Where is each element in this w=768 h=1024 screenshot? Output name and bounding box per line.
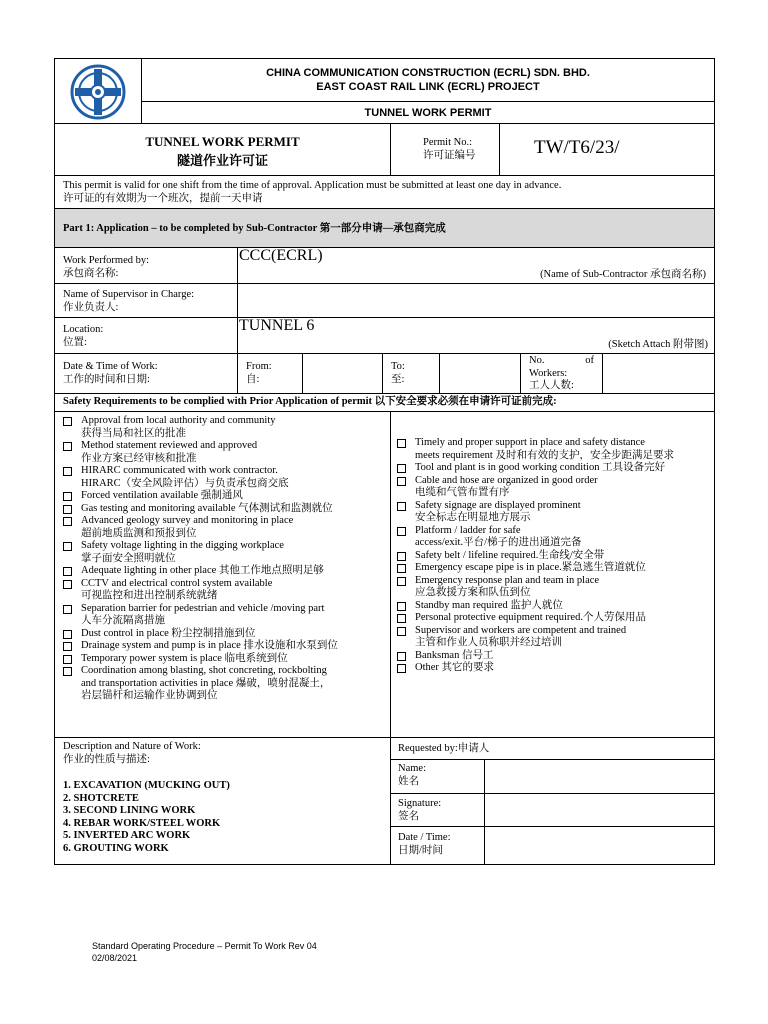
work-item: 1. EXCAVATION (MUCKING OUT) bbox=[63, 780, 230, 791]
description-cell bbox=[54, 737, 391, 865]
safety-requirement-item[interactable] bbox=[59, 653, 338, 666]
safety-requirement-item[interactable] bbox=[393, 625, 674, 650]
checkbox-icon[interactable] bbox=[63, 417, 72, 426]
to-label-cell bbox=[382, 353, 440, 394]
description-label-en: Description and Nature of Work: bbox=[63, 741, 201, 752]
safety-right-cell bbox=[390, 411, 715, 738]
safety-right-list bbox=[393, 437, 674, 675]
to-label-cn: 至: bbox=[391, 374, 405, 385]
safety-requirement-item[interactable] bbox=[393, 462, 674, 475]
safety-requirement-text: Banksman 信号工 bbox=[415, 649, 494, 661]
date-value-cell[interactable] bbox=[484, 826, 715, 865]
safety-requirement-item[interactable] bbox=[393, 612, 674, 625]
checkbox-icon[interactable] bbox=[397, 614, 406, 623]
safety-requirement-item[interactable] bbox=[393, 475, 674, 500]
footer-date: 02/08/2021 bbox=[92, 953, 138, 963]
permit-title-en: TUNNEL WORK PERMIT bbox=[145, 134, 300, 149]
checkbox-icon[interactable] bbox=[397, 627, 406, 636]
work-by-label-cn: 承包商名称: bbox=[63, 268, 119, 279]
safety-requirement-text: Other 其它的要求 bbox=[415, 662, 495, 673]
checkbox-icon[interactable] bbox=[397, 652, 406, 661]
location-label-cell bbox=[54, 317, 238, 354]
company-logo-icon bbox=[68, 63, 128, 121]
safety-requirement-text: HIRARC（安全风险评估）与负责承包商交底 bbox=[81, 477, 289, 489]
checkbox-icon[interactable] bbox=[397, 527, 406, 536]
safety-requirement-text: 掌子面安全照明就位 bbox=[81, 552, 176, 564]
safety-requirement-item[interactable] bbox=[59, 603, 338, 628]
checkbox-icon[interactable] bbox=[63, 567, 72, 576]
permit-no-label-en: Permit No.: bbox=[423, 137, 472, 148]
checkbox-icon[interactable] bbox=[63, 642, 72, 651]
date-label-cn: 日期/时间 bbox=[398, 845, 443, 856]
description-label-cn: 作业的性质与描述: bbox=[63, 754, 150, 765]
safety-requirement-item[interactable] bbox=[59, 515, 338, 540]
work-item-list bbox=[63, 780, 230, 855]
safety-requirement-text: access/exit.平台/梯子的进出通道完备 bbox=[415, 537, 582, 548]
work-item: 6. GROUTING WORK bbox=[63, 842, 169, 854]
validity-en: This permit is valid for one shift from the time of approval. Application must be submitted at least one day in advance. bbox=[63, 180, 562, 191]
safety-requirement-text: Dust control in place 粉尘控制措施到位 bbox=[81, 627, 256, 639]
work-by-value-cell[interactable] bbox=[237, 247, 715, 284]
safety-left-list bbox=[59, 415, 338, 703]
safety-requirement-text: 安全标志在明显地方展示 bbox=[415, 512, 531, 523]
work-item: 3. SECOND LINING WORK bbox=[63, 805, 196, 816]
location-note: (Sketch Attach 附带图) bbox=[608, 339, 708, 350]
safety-requirement-text: 岩层锚杆和运输作业协调到位 bbox=[81, 690, 218, 701]
header-logo-cell bbox=[54, 58, 142, 124]
permit-no-label-cn: 许可证编号 bbox=[423, 150, 476, 161]
safety-requirement-item[interactable] bbox=[59, 540, 338, 565]
work-by-value: CCC(ECRL) bbox=[239, 247, 323, 264]
safety-requirement-text: Personal protective equipment required.个人劳保用品 bbox=[415, 612, 646, 623]
safety-requirement-text: 可视监控和进出控制系统就绪 bbox=[81, 590, 218, 601]
signature-label-cell bbox=[390, 793, 485, 827]
project-name: EAST COAST RAIL LINK (ECRL) PROJECT bbox=[316, 81, 540, 93]
safety-requirement-text: Temporary power system is place 临电系统到位 bbox=[81, 652, 288, 664]
safety-requirement-text: 人车分流隔离措施 bbox=[81, 615, 165, 626]
safety-requirement-text: Approval from local authority and community bbox=[81, 415, 276, 426]
validity-cell bbox=[54, 175, 715, 209]
supervisor-value-cell[interactable] bbox=[237, 283, 715, 318]
workers-label-no: No. bbox=[529, 355, 545, 366]
safety-requirement-text: HIRARC communicated with work contractor. bbox=[81, 465, 278, 476]
to-value-cell[interactable] bbox=[439, 353, 521, 394]
workers-label-cn: 工人人数: bbox=[529, 380, 574, 391]
safety-requirement-text: Safety belt / lifeline required.生命线/安全带 bbox=[415, 549, 605, 561]
workers-label-en: Workers: bbox=[529, 368, 568, 379]
checkbox-icon[interactable] bbox=[63, 667, 72, 676]
safety-requirement-item[interactable] bbox=[393, 550, 674, 563]
checkbox-icon[interactable] bbox=[63, 505, 72, 514]
company-name: CHINA COMMUNICATION CONSTRUCTION (ECRL) SDN. BHD. bbox=[266, 67, 590, 79]
checkbox-icon[interactable] bbox=[397, 439, 406, 448]
signature-label-en: Signature: bbox=[398, 798, 442, 809]
checkbox-icon[interactable] bbox=[397, 502, 406, 511]
checkbox-icon[interactable] bbox=[63, 630, 72, 639]
supervisor-label-en: Name of Supervisor in Charge: bbox=[63, 289, 195, 300]
safety-requirement-text: Separation barrier for pedestrian and vehicle /moving part bbox=[81, 602, 325, 614]
safety-requirement-text: 超前地质监测和预报到位 bbox=[81, 527, 197, 539]
safety-requirement-item[interactable] bbox=[393, 500, 674, 525]
safety-requirement-item[interactable] bbox=[393, 525, 674, 550]
supervisor-label-cell bbox=[54, 283, 238, 318]
safety-requirement-item[interactable] bbox=[59, 578, 338, 603]
checkbox-icon[interactable] bbox=[63, 605, 72, 614]
date-label-cell bbox=[390, 826, 485, 865]
safety-requirement-item[interactable] bbox=[59, 665, 338, 703]
datetime-label-cell bbox=[54, 353, 238, 394]
safety-requirement-item[interactable] bbox=[393, 562, 674, 575]
work-by-label-en: Work Performed by: bbox=[63, 255, 150, 266]
safety-requirement-item[interactable] bbox=[59, 628, 338, 641]
checkbox-icon[interactable] bbox=[397, 602, 406, 611]
safety-requirement-text: Gas testing and monitoring available 气体测试和监测就位 bbox=[81, 502, 333, 514]
safety-requirement-item[interactable] bbox=[59, 503, 338, 516]
checkbox-icon[interactable] bbox=[63, 467, 72, 476]
from-value-cell[interactable] bbox=[302, 353, 383, 394]
checkbox-icon[interactable] bbox=[63, 580, 72, 589]
permit-no-label-cell bbox=[390, 123, 500, 176]
permit-title-cn: 隧道作业许可证 bbox=[176, 153, 268, 168]
checkbox-icon[interactable] bbox=[63, 442, 72, 451]
checkbox-icon[interactable] bbox=[397, 477, 406, 486]
safety-requirement-text: 应急救援方案和队伍到位 bbox=[415, 587, 531, 598]
safety-requirement-item[interactable] bbox=[393, 662, 674, 675]
safety-requirement-item[interactable] bbox=[59, 415, 338, 440]
part1-title: Part 1: Application – to be completed by Sub-Contractor 第一部分申请—承包商完成 bbox=[63, 223, 446, 234]
safety-requirement-text: meets requirement 及时和有效的支护，安全步距满足要求 bbox=[415, 449, 674, 461]
from-label-en: From: bbox=[246, 361, 272, 372]
header-form-cell bbox=[141, 101, 715, 124]
workers-label-of: of bbox=[585, 355, 594, 366]
form-name: TUNNEL WORK PERMIT bbox=[364, 107, 492, 119]
safety-requirement-text: 作业方案已经审核和批准 bbox=[81, 452, 197, 464]
permit-no-value: TW/T6/23/ bbox=[534, 137, 620, 158]
safety-requirement-item[interactable] bbox=[393, 575, 674, 600]
safety-left-cell bbox=[54, 411, 391, 738]
safety-requirement-item[interactable] bbox=[59, 565, 338, 578]
safety-requirement-text: Safety voltage lighting in the digging workplace bbox=[81, 540, 284, 551]
safety-requirement-text: 获得当局和社区的批准 bbox=[81, 427, 186, 439]
datetime-label-cn: 工作的时间和日期: bbox=[63, 374, 150, 385]
work-item: 5. INVERTED ARC WORK bbox=[63, 830, 191, 841]
safety-requirement-item[interactable] bbox=[59, 440, 338, 465]
permit-title-cell bbox=[54, 123, 391, 176]
name-label-en: Name: bbox=[398, 763, 426, 774]
name-label-cn: 姓名 bbox=[398, 776, 419, 787]
safety-requirement-text: 电缆和气管布置有序 bbox=[415, 487, 510, 498]
checkbox-icon[interactable] bbox=[63, 542, 72, 551]
safety-requirement-item[interactable] bbox=[393, 650, 674, 663]
safety-requirement-text: Forced ventilation available 强制通风 bbox=[81, 490, 243, 501]
work-item: 2. SHOTCRETE bbox=[63, 792, 139, 804]
safety-heading: Safety Requirements to be complied with Prior Application of permit 以下安全要求必须在申请许可证前完成: bbox=[63, 396, 557, 407]
signature-label-cn: 签名 bbox=[398, 811, 419, 822]
permit-no-value-cell[interactable] bbox=[499, 123, 715, 176]
checkbox-icon[interactable] bbox=[397, 552, 406, 561]
location-value: TUNNEL 6 bbox=[239, 317, 315, 334]
safety-requirement-item[interactable] bbox=[59, 490, 338, 503]
safety-requirement-text: Cable and hose are organized in good order bbox=[415, 474, 598, 486]
workers-label-cell bbox=[520, 353, 603, 394]
checkbox-icon[interactable] bbox=[397, 577, 406, 586]
work-by-note: (Name of Sub-Contractor 承包商名称) bbox=[540, 269, 706, 280]
safety-requirement-text: Timely and proper support in place and safety distance bbox=[415, 437, 645, 448]
safety-requirement-text: Method statement reviewed and approved bbox=[81, 440, 258, 451]
from-label-cell bbox=[237, 353, 303, 394]
safety-heading-cell bbox=[54, 393, 715, 412]
work-by-label-cell bbox=[54, 247, 238, 284]
safety-requirement-text: Standby man required 监护人就位 bbox=[415, 599, 563, 611]
name-label-cell bbox=[390, 759, 485, 794]
location-label-cn: 位置: bbox=[63, 337, 87, 348]
safety-requirement-text: Platform / ladder for safe bbox=[415, 524, 521, 536]
part1-heading bbox=[54, 208, 715, 248]
safety-requirement-item[interactable] bbox=[59, 465, 338, 490]
requested-label-cell bbox=[390, 737, 715, 760]
footer-sop: Standard Operating Procedure – Permit To Work Rev 04 bbox=[92, 941, 317, 951]
header-company-cell bbox=[141, 58, 715, 102]
supervisor-label-cn: 作业负责人: bbox=[63, 302, 119, 313]
safety-requirement-text: Coordination among blasting, shot concreting, rockbolting bbox=[81, 665, 327, 676]
safety-requirement-text: Drainage system and pump is in place 排水设施和水泵到位 bbox=[81, 640, 338, 651]
checkbox-icon[interactable] bbox=[63, 655, 72, 664]
safety-requirement-text: Supervisor and workers are competent and trained bbox=[415, 624, 627, 636]
location-value-cell[interactable] bbox=[237, 317, 715, 354]
safety-requirement-text: Advanced geology survey and monitoring in place bbox=[81, 515, 294, 526]
checkbox-icon[interactable] bbox=[397, 564, 406, 573]
location-label-en: Location: bbox=[63, 324, 104, 335]
checkbox-icon[interactable] bbox=[63, 492, 72, 501]
safety-requirement-item[interactable] bbox=[393, 437, 674, 462]
checkbox-icon[interactable] bbox=[397, 664, 406, 673]
safety-requirement-text: Safety signage are displayed prominent bbox=[415, 499, 581, 511]
safety-requirement-text: Emergency escape pipe is in place.紧急逃生管道就位 bbox=[415, 562, 646, 573]
datetime-label-en: Date & Time of Work: bbox=[63, 361, 158, 372]
from-label-cn: 自: bbox=[246, 374, 260, 385]
name-value-cell[interactable] bbox=[484, 759, 715, 794]
safety-requirement-text: Tool and plant is in good working condition 工具设备完好 bbox=[415, 462, 666, 473]
checkbox-icon[interactable] bbox=[397, 464, 406, 473]
to-label-en: To: bbox=[391, 361, 405, 372]
safety-requirement-text: CCTV and electrical control system available bbox=[81, 577, 273, 589]
footer bbox=[92, 940, 317, 964]
requested-label: Requested by:申请人 bbox=[398, 743, 490, 754]
safety-requirement-text: Emergency response plan and team in place bbox=[415, 574, 600, 586]
date-label-en: Date / Time: bbox=[398, 832, 451, 843]
safety-requirement-text: 主管和作业人员称职并经过培训 bbox=[415, 637, 562, 648]
safety-requirement-item[interactable] bbox=[59, 640, 338, 653]
safety-requirement-text: Adequate lighting in other place 其他工作地点照明足够 bbox=[81, 565, 324, 576]
validity-cn: 许可证的有效期为一个班次，提前一天申请 bbox=[63, 193, 263, 204]
signature-value-cell[interactable] bbox=[484, 793, 715, 827]
safety-requirement-item[interactable] bbox=[393, 600, 674, 613]
safety-requirement-text: and transportation activities in place 爆破，喷射混凝土， bbox=[81, 677, 331, 689]
checkbox-icon[interactable] bbox=[63, 517, 72, 526]
workers-value-cell[interactable] bbox=[602, 353, 715, 394]
work-item: 4. REBAR WORK/STEEL WORK bbox=[63, 817, 221, 829]
